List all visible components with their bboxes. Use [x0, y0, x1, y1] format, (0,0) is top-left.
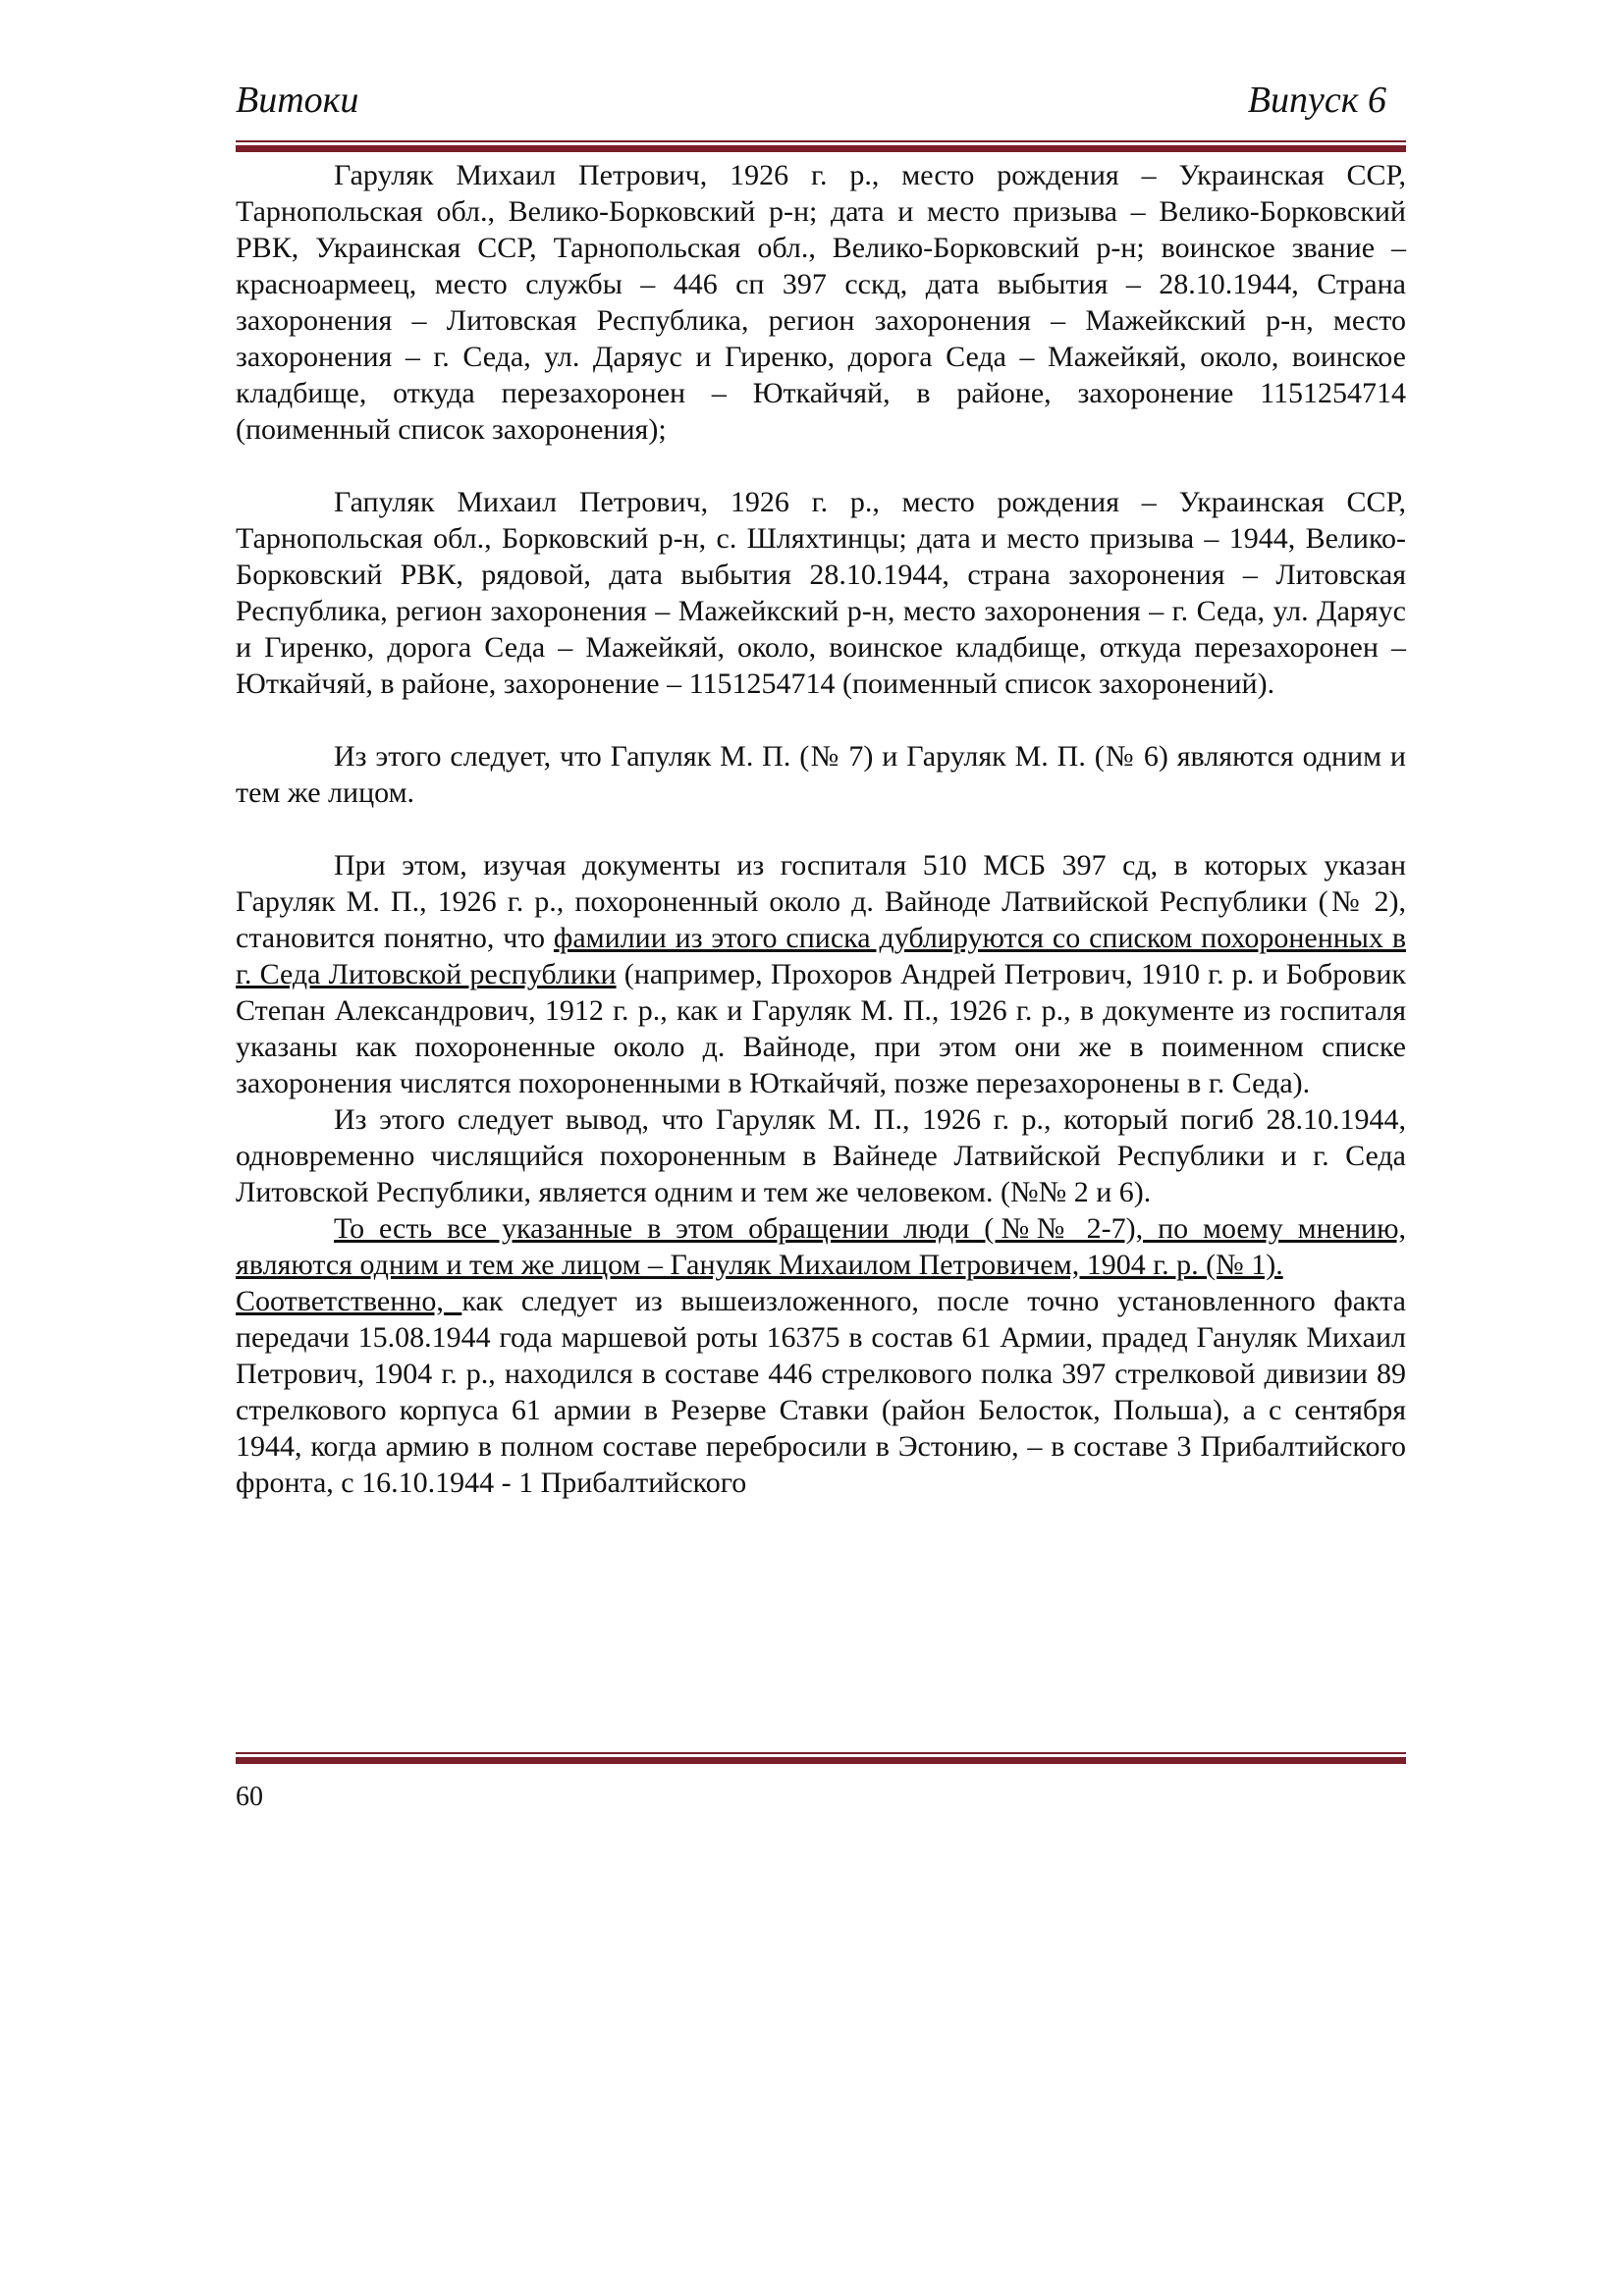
underlined-accordingly: Соответственно, [236, 1285, 462, 1317]
hospital-text-start: При этом, изучая документы из госпиталя 510 МСБ 397 сд, в которых указан Гаруляк М. П., 1926 г. р., похороненный около д. Вайноде Латвийской Республики (№ 2), становится понятно, что [236, 849, 1406, 954]
paragraph-conclusion-2: Из этого следует вывод, что Гаруляк М. П., 1926 г. р., который погиб 28.10.1944, одновременно числящийся похороненным в Вайнеде Латвийской Республики и г. Седа Литовской Республики, является одним и тем же человеком. (№№ 2 и 6). [236, 1103, 1406, 1208]
paragraph-hospital-documents [236, 847, 1406, 1101]
underlined-duplicate-note: фамилии из этого списка дублируются со списком похороненных в г. Седа Литовской республики [236, 922, 1406, 990]
paragraph-garulyak-record: Гаруляк Михаил Петрович, 1926 г. р., место рождения – Украинская ССР, Тарнопольская обл., Велико-Борковский р-н; дата и место призыва – Велико-Борковский РВК, Украинская ССР, Тарнопольская обл., Велико-Борковский р-н; воинское звание – красноармеец, место службы – 446 сп 397 сскд, дата выбытия – 28.10.1944, Страна захоронения – Литовская Республика, регион захоронения – Мажейкский р-н, место захоронения – г. Седа, ул. Даряус и Гиренко, дорога Седа – Мажейкяй, около, воинское кладбище, откуда перезахоронен – Юткайчяй, в районе, захоронение 1151254714 (поименный список захоронения); [236, 159, 1406, 446]
underlined-summary: То есть все указанные в этом обращении люди (№№ 2-7), по моему мнению, являются одним и тем же лицом – Гануляк Михаилом Петровичем, 1904 г. р. (№ 1). [236, 1212, 1406, 1281]
page-body [236, 157, 1406, 1501]
accordingly-text: как следует из вышеизложенного, после точно установленного факта передачи 15.08.1944 года маршевой роты 16375 в состав 61 Армии, прадед Гануляк Михаил Петрович, 1904 г. р., находился в составе 446 стрелкового полка 397 стрелковой дивизии 89 стрелкового корпуса 61 армии в Резерве Ставки (район Белосток, Польша), а с сентября 1944, когда армию в полном составе перебросили в Эстонию, – в составе 3 Прибалтийского фронта, с 16.10.1944 - 1 Прибалтийского [236, 1285, 1406, 1499]
header-rule [236, 140, 1406, 152]
running-header [236, 77, 1386, 132]
paragraph-summary [236, 1210, 1406, 1283]
page-number: 60 [236, 1782, 263, 1812]
footer-rule [236, 1752, 1406, 1764]
paragraph-accordingly [236, 1283, 1406, 1501]
issue-label: Випуск 6 [1247, 80, 1386, 121]
hospital-text-end: (например, Прохоров Андрей Петрович, 1910 г. р. и Бобровик Степан Александрович, 1912 г. р., как и Гаруляк М. П., 1926 г. р., в документе из госпиталя указаны как похороненные около д. Вайноде, при этом они же в поименном списке захоронения числятся похороненными в Юткайчяй, позже перезахоронены в г. Седа). [236, 958, 1406, 1099]
journal-title: Витоки [236, 80, 359, 121]
paragraph-conclusion-1: Из этого следует, что Гапуляк М. П. (№ 7) и Гаруляк М. П. (№ 6) являются одним и тем же лицом. [236, 740, 1406, 809]
paragraph-gapulyak-record: Гапуляк Михаил Петрович, 1926 г. р., место рождения – Украинская ССР, Тарнопольская обл., Борковский р-н, с. Шляхтинцы; дата и место призыва – 1944, Велико-Борковский РВК, рядовой, дата выбытия 28.10.1944, страна захоронения – Литовская Республика, регион захоронения – Мажейкский р-н, место захоронения – г. Седа, ул. Даряус и Гиренко, дорога Седа – Мажейкяй, около, воинское кладбище, откуда перезахоронен – Юткайчяй, в районе, захоронение – 1151254714 (поименный список захоронений). [236, 486, 1406, 700]
